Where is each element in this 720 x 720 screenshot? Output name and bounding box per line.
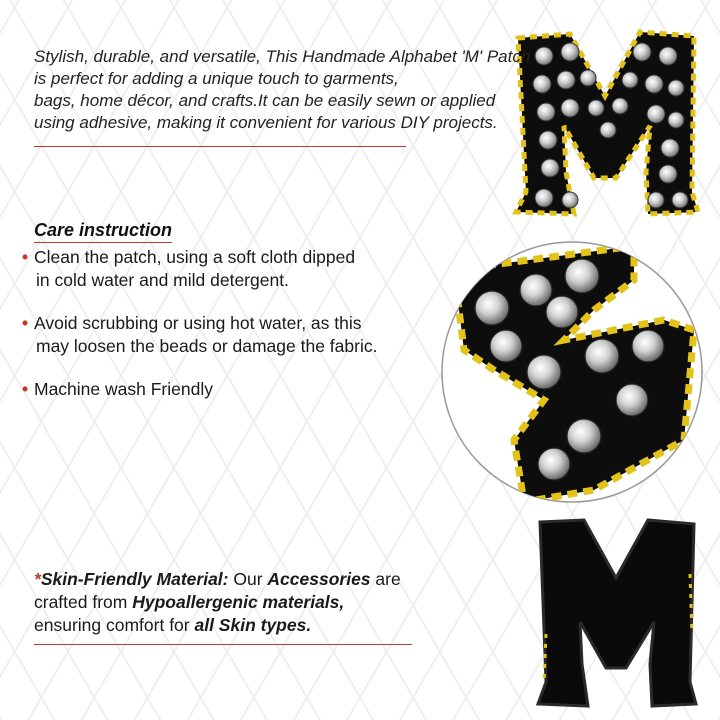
skin-text: Our [228, 569, 268, 589]
skin-line [34, 591, 454, 614]
list-item [22, 312, 442, 358]
skin-emphasis: Accessories [267, 569, 371, 589]
intro-line: bags, home décor, and crafts.It can be easily sewn or applied [34, 91, 496, 110]
intro-line: using adhesive, making it convenient for various DIY projects. [34, 113, 498, 132]
patch-closeup-photo [434, 240, 710, 504]
list-item [22, 246, 442, 292]
skin-text: ensuring comfort for [34, 615, 195, 635]
skin-emphasis: all Skin types. [194, 615, 312, 635]
skin-friendly-note [34, 568, 454, 637]
care-item-line: Clean the patch, using a soft cloth dipped [34, 247, 356, 267]
care-item-line: Machine wash Friendly [34, 379, 213, 399]
intro-line: Stylish, durable, and versatile, This Handmade Alphabet 'M' Patch [34, 47, 531, 66]
skin-line [34, 614, 454, 637]
list-item [22, 378, 442, 401]
skin-emphasis: Hypoallergenic materials, [132, 592, 345, 612]
skin-text: are [370, 569, 401, 589]
skin-line [34, 568, 454, 591]
care-item-line: may loosen the beads or damage the fabric. [36, 336, 378, 356]
skin-star: * [34, 569, 41, 589]
skin-text: crafted from [34, 592, 133, 612]
patch-front-photo [508, 22, 702, 218]
bullet-dot: • [22, 313, 29, 333]
bullet-dot: • [22, 379, 29, 399]
care-item-line: Avoid scrubbing or using hot water, as this [34, 313, 362, 333]
care-item-line: in cold water and mild detergent. [36, 270, 289, 290]
care-heading: Care instruction [34, 220, 173, 240]
bullet-dot: • [22, 247, 29, 267]
intro-paragraph [34, 46, 534, 134]
intro-divider [34, 146, 406, 147]
skin-label: Skin-Friendly Material: [40, 569, 229, 589]
skin-divider [34, 644, 412, 645]
patch-back-photo [532, 514, 702, 710]
care-heading-underline [34, 242, 172, 243]
intro-line: is perfect for adding a unique touch to garments, [34, 69, 399, 88]
care-list [22, 246, 442, 401]
